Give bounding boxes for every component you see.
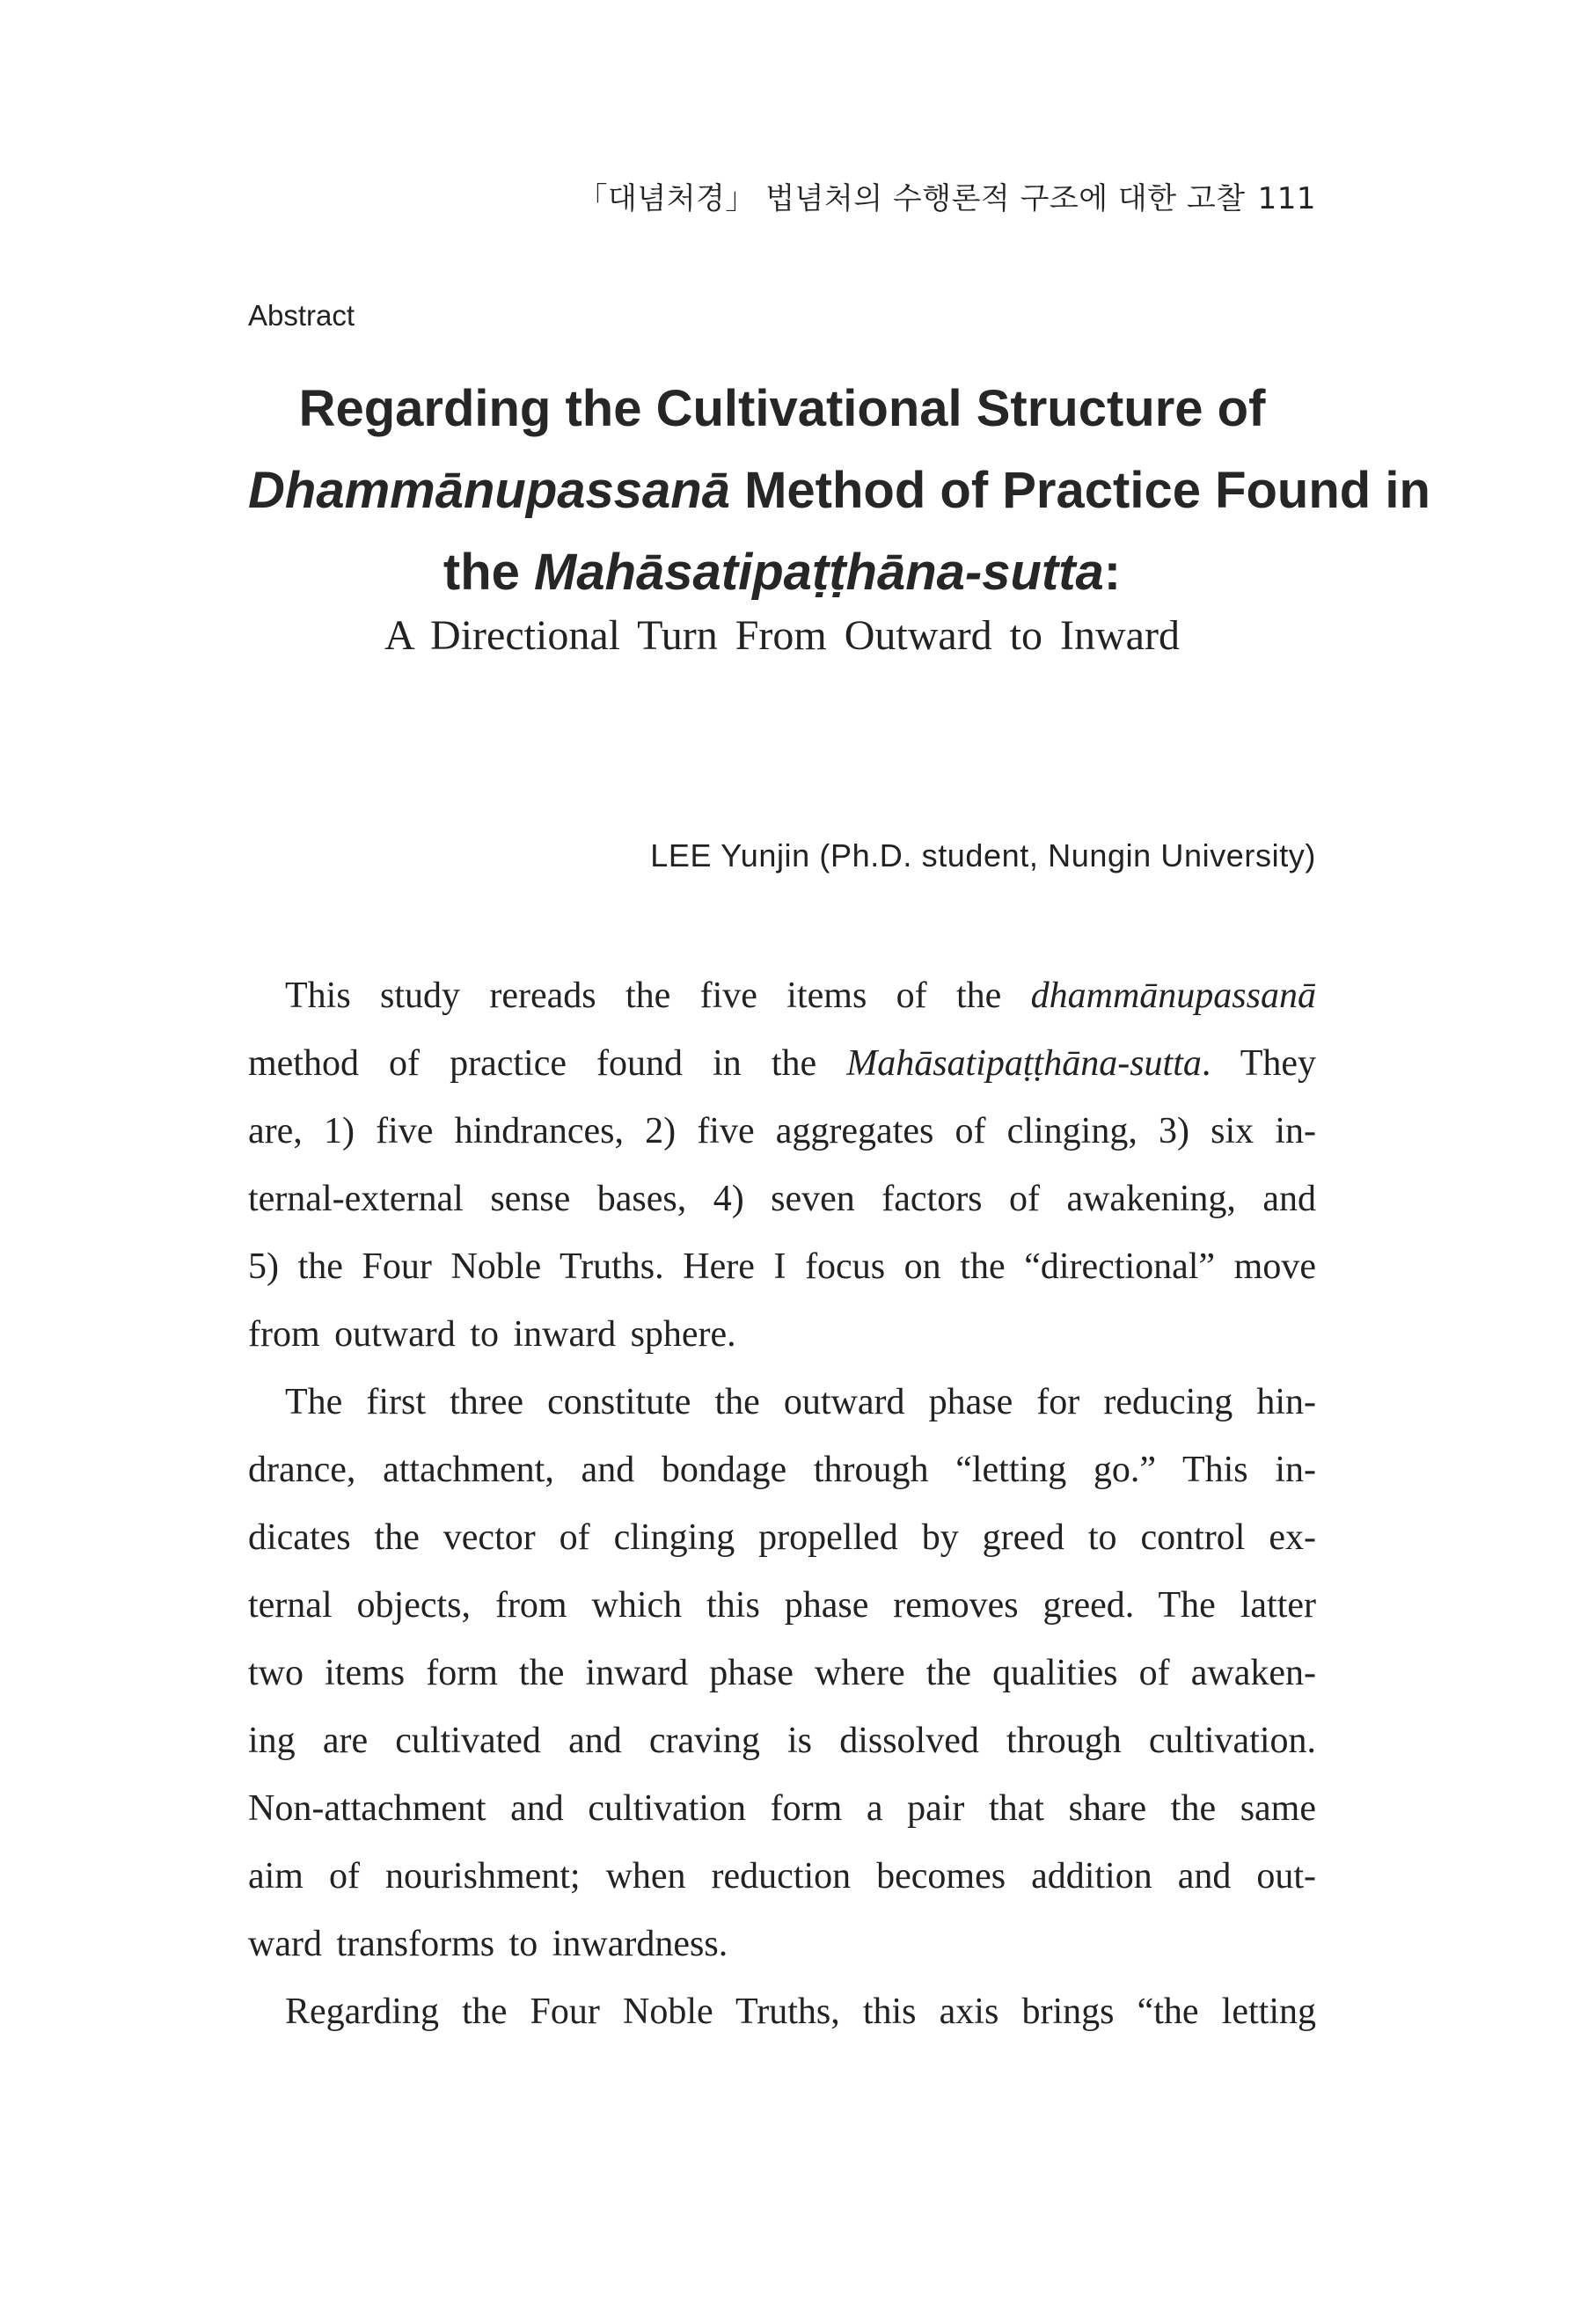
body-text-span: method of practice found in the: [248, 1043, 847, 1084]
body-line: from outward to inward sphere.: [248, 1314, 736, 1355]
body-line: ternal-external sense bases, 4) seven factors of awakening, and: [248, 1179, 1316, 1219]
title-line-3-post: :: [1103, 544, 1122, 601]
running-title: 「대념처경」 법념처의 수행론적 구조에 대한 고찰: [577, 181, 1246, 216]
page-number: 111: [1257, 181, 1316, 216]
body-line: ing are cultivated and craving is dissolved through cultivation.: [248, 1721, 1316, 1761]
section-label: Abstract: [248, 299, 355, 332]
body-line: Non-attachment and cultivation form a pair that share the same: [248, 1788, 1316, 1829]
body-text-span: This study rereads the five items of the: [285, 976, 1031, 1016]
title-line-1: Regarding the Cultivational Structure of: [298, 380, 1266, 437]
abstract-body: [248, 962, 1316, 2046]
paper-subtitle: A Directional Turn From Outward to Inward: [384, 612, 1180, 659]
body-line: aim of nourishment; when reduction becomes addition and out-: [248, 1856, 1316, 1896]
body-line: The first three constitute the outward phase for reducing hin-: [285, 1382, 1316, 1422]
body-line: [248, 962, 1316, 1030]
title-line-3-pre: the: [443, 544, 534, 601]
body-line: [248, 1030, 1316, 1098]
paper-title: [248, 368, 1430, 613]
body-line: are, 1) five hindrances, 2) five aggregates of clinging, 3) six in-: [248, 1111, 1316, 1151]
body-line: drance, attachment, and bondage through “letting go.” This in-: [248, 1450, 1316, 1490]
body-line: 5) the Four Noble Truths. Here I focus on the “directional” move: [248, 1246, 1316, 1287]
body-text-span: . They: [1201, 1043, 1316, 1084]
running-header: [578, 174, 1316, 217]
body-line: Regarding the Four Noble Truths, this axis brings “the letting: [285, 1991, 1316, 2032]
body-line: ternal objects, from which this phase removes greed. The latter: [248, 1585, 1316, 1626]
body-line: dicates the vector of clinging propelled by greed to control ex-: [248, 1517, 1316, 1558]
body-italic-term: Mahāsatipaṭṭhāna-sutta: [846, 1043, 1202, 1084]
title-italic-term-1: Dhammānupassanā: [248, 462, 730, 519]
title-italic-term-2: Mahāsatipaṭṭhāna-sutta: [534, 544, 1104, 601]
title-line-3: [248, 531, 1316, 613]
author-line: LEE Yunjin (Ph.D. student, Nungin University): [650, 837, 1316, 873]
body-line: ward transforms to inwardness.: [248, 1924, 728, 1964]
body-italic-term: dhammānupassanā: [1030, 976, 1316, 1016]
title-line-2-rest: Method of Practice Found in: [729, 462, 1430, 519]
title-line-2: [248, 449, 1430, 531]
body-line: two items form the inward phase where the qualities of awaken-: [248, 1653, 1316, 1693]
